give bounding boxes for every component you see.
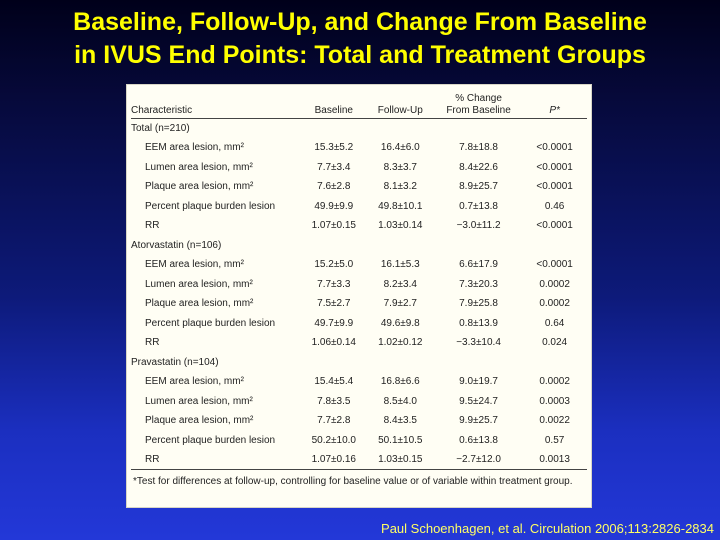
- table-header-row: [131, 87, 587, 119]
- group-header-row: [131, 119, 587, 139]
- group-header-row: [131, 236, 587, 256]
- table-row: [131, 158, 587, 178]
- table-row: [131, 255, 587, 275]
- table-row: [131, 197, 587, 217]
- row-label: Plaque area lesion, mm²: [145, 181, 254, 193]
- baseline-value: 49.9±9.9: [314, 200, 354, 212]
- table-row: [131, 372, 587, 392]
- followup-value: 1.03±0.14: [378, 220, 423, 232]
- baseline-value: 7.7±2.8: [317, 415, 351, 427]
- p-value: 0.57: [544, 434, 565, 446]
- percent-change-value: 8.9±25.7: [459, 181, 498, 193]
- row-label: Lumen area lesion, mm²: [145, 161, 253, 173]
- percent-change-value: 9.9±25.7: [459, 415, 498, 427]
- table-row: [131, 177, 587, 197]
- baseline-value: 1.07±0.15: [311, 220, 356, 232]
- table-row: [131, 294, 587, 314]
- table-row: [131, 333, 587, 353]
- row-label: Lumen area lesion, mm²: [145, 278, 253, 290]
- p-value: 0.024: [542, 337, 568, 349]
- percent-change-value: 9.0±19.7: [459, 376, 498, 388]
- table-row: [131, 138, 587, 158]
- header-followup: Follow-Up: [366, 87, 435, 119]
- group-label: Atorvastatin (n=106): [131, 239, 222, 251]
- percent-change-value: 6.6±17.9: [459, 259, 498, 271]
- row-label: Plaque area lesion, mm²: [145, 415, 254, 427]
- percent-change-value: 7.8±18.8: [459, 142, 498, 154]
- table-panel: [126, 84, 592, 508]
- group-label: Pravastatin (n=104): [131, 356, 219, 368]
- p-value: 0.0002: [539, 376, 570, 388]
- p-value: 0.0013: [522, 450, 587, 470]
- row-label: Percent plaque burden lesion: [145, 200, 276, 212]
- followup-value: 1.03±0.15: [366, 450, 435, 470]
- p-value: <0.0001: [536, 181, 573, 193]
- header-change-line-1: % Change: [455, 93, 502, 104]
- followup-value: 16.8±6.6: [380, 376, 420, 388]
- followup-value: 8.3±3.7: [383, 161, 417, 173]
- header-characteristic: Characteristic: [131, 87, 302, 119]
- percent-change-value: 7.3±20.3: [459, 278, 498, 290]
- table-row: [131, 450, 587, 470]
- percent-change-value: 8.4±22.6: [459, 161, 498, 173]
- table-row: [131, 392, 587, 412]
- followup-value: 8.4±3.5: [383, 415, 417, 427]
- followup-value: 16.4±6.0: [380, 142, 420, 154]
- followup-value: 7.9±2.7: [383, 298, 417, 310]
- percent-change-value: 0.7±13.8: [459, 200, 498, 212]
- header-p-value-label: P*: [549, 105, 560, 116]
- citation: Paul Schoenhagen, et al. Circulation 2006;113:2826-2834: [381, 521, 714, 536]
- header-p-value: [522, 87, 587, 119]
- p-value: 0.0002: [539, 298, 570, 310]
- table-row: [131, 314, 587, 334]
- followup-value: 8.5±4.0: [383, 395, 417, 407]
- ivus-endpoints-table: [131, 87, 587, 470]
- percent-change-value: 7.9±25.8: [459, 298, 498, 310]
- slide-title-line-2: in IVUS End Points: Total and Treatment Groups: [74, 41, 646, 69]
- table-row: [131, 431, 587, 451]
- header-baseline: Baseline: [302, 87, 366, 119]
- group-label: Total (n=210): [131, 123, 190, 134]
- baseline-value: 15.4±5.4: [314, 376, 354, 388]
- baseline-value: 7.6±2.8: [317, 181, 351, 193]
- p-value: <0.0001: [536, 161, 573, 173]
- table-footnote: *Test for differences at follow-up, controlling for baseline value or of variable within treatment group.: [133, 476, 573, 487]
- percent-change-value: 0.8±13.9: [459, 317, 498, 329]
- row-label: Percent plaque burden lesion: [145, 434, 276, 446]
- p-value: <0.0001: [536, 142, 573, 154]
- p-value: 0.0003: [539, 395, 570, 407]
- baseline-value: 50.2±10.0: [311, 434, 356, 446]
- group-header-row: [131, 353, 587, 373]
- percent-change-value: −3.3±10.4: [456, 337, 501, 349]
- table-row: [131, 275, 587, 295]
- followup-value: 50.1±10.5: [378, 434, 423, 446]
- row-label: RR: [145, 220, 160, 232]
- table-row: [131, 216, 587, 236]
- percent-change-value: 9.5±24.7: [459, 395, 498, 407]
- followup-value: 1.02±0.12: [378, 337, 423, 349]
- baseline-value: 15.2±5.0: [314, 259, 354, 271]
- followup-value: 8.2±3.4: [383, 278, 417, 290]
- p-value: 0.0002: [539, 278, 570, 290]
- baseline-value: 7.5±2.7: [317, 298, 351, 310]
- slide-title: [0, 6, 720, 72]
- baseline-value: 49.7±9.9: [314, 317, 354, 329]
- followup-value: 8.1±3.2: [383, 181, 417, 193]
- row-label: RR: [131, 450, 302, 470]
- row-label: EEM area lesion, mm²: [145, 142, 244, 154]
- followup-value: 49.8±10.1: [378, 200, 423, 212]
- row-label: Lumen area lesion, mm²: [145, 395, 253, 407]
- header-change-line-2: From Baseline: [446, 105, 511, 116]
- baseline-value: 7.8±3.5: [317, 395, 351, 407]
- baseline-value: 1.07±0.16: [302, 450, 366, 470]
- row-label: Plaque area lesion, mm²: [145, 298, 254, 310]
- baseline-value: 15.3±5.2: [314, 142, 354, 154]
- percent-change-value: −2.7±12.0: [435, 450, 522, 470]
- table-body: [131, 119, 587, 470]
- row-label: RR: [145, 337, 160, 349]
- table-row: [131, 411, 587, 431]
- baseline-value: 7.7±3.4: [317, 161, 351, 173]
- followup-value: 16.1±5.3: [380, 259, 420, 271]
- p-value: <0.0001: [536, 259, 573, 271]
- p-value: <0.0001: [536, 220, 573, 232]
- header-change: [435, 87, 522, 119]
- percent-change-value: −3.0±11.2: [456, 220, 501, 232]
- p-value: 0.64: [544, 317, 565, 329]
- row-label: EEM area lesion, mm²: [145, 376, 244, 388]
- slide-title-line-1: Baseline, Follow-Up, and Change From Baseline: [73, 8, 647, 36]
- baseline-value: 7.7±3.3: [317, 278, 351, 290]
- baseline-value: 1.06±0.14: [311, 337, 356, 349]
- p-value: 0.0022: [539, 415, 570, 427]
- p-value: 0.46: [544, 200, 565, 212]
- row-label: Percent plaque burden lesion: [145, 317, 276, 329]
- row-label: EEM area lesion, mm²: [145, 259, 244, 271]
- followup-value: 49.6±9.8: [380, 317, 420, 329]
- percent-change-value: 0.6±13.8: [459, 434, 498, 446]
